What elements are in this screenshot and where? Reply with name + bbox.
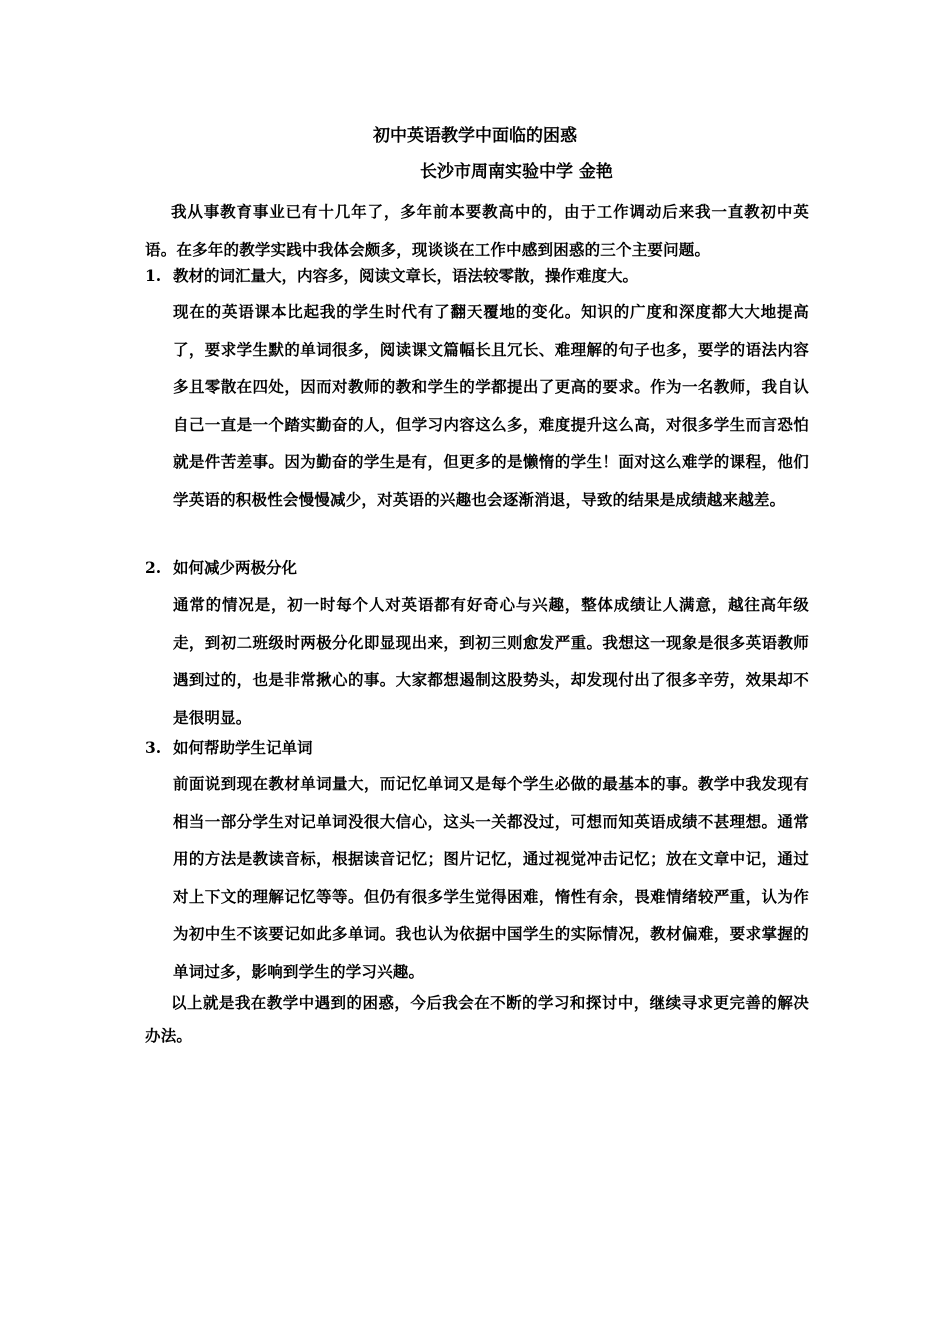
section-heading-2 [145,556,809,580]
section-heading-3 [145,736,809,760]
conclusion-paragraph: 以上就是我在教学中遇到的困惑，今后我会在不断的学习和探讨中，继续寻求更完善的解决办法。 [145,993,809,1045]
section-body-3: 前面说到现在教材单词量大，而记忆单词又是每个学生必做的最基本的事。教学中我发现有相当一部分学生对记单词没很大信心，这头一关都没过，可想而知英语成绩不甚理想。通常用的方法是教读音标，根据读音记忆；图片记忆，通过视觉冲击记忆；放在文章中记，通过对上下文的理解记忆等等。但仍有很多学生觉得困难，惰性有余，畏难情绪较严重，认为作为初中生不该要记如此多单词。我也认为依据中国学生的实际情况，教材偏难，要求掌握的单词过多，影响到学生的学习兴趣。 [173,774,809,981]
document-title: 初中英语教学中面临的困惑 [373,126,577,146]
intro-paragraph: 我从事教育事业已有十几年了，多年前本要教高中的，由于工作调动后来我一直教初中英语。在多年的教学实践中我体会颇多，现谈谈在工作中感到困惑的三个主要问题。 [145,202,809,259]
document-author: 长沙市周南实验中学 金艳 [420,162,613,182]
section-body-2: 通常的情况是，初一时每个人对英语都有好奇心与兴趣，整体成绩让人满意，越往高年级走，到初二班级时两极分化即显现出来，到初三则愈发严重。我想这一现象是很多英语教师遇到过的，也是非常揪心的事。大家都想遏制这股势头，却发现付出了很多辛劳，效果却不是很明显。 [173,595,809,727]
section-heading-text-3: 如何帮助学生记单词 [173,738,313,757]
section-heading-text-2: 如何减少两极分化 [173,558,298,577]
section-heading-1 [145,264,809,288]
section-number-3: 3. [145,738,162,757]
section-body-1: 现在的英语课本比起我的学生时代有了翻天覆地的变化。知识的广度和深度都大大地提高了，要求学生默的单词很多，阅读课文篇幅长且冗长、难理解的句子也多，要学的语法内容多且零散在四处，因而对教师的教和学生的学都提出了更高的要求。作为一名教师，我自认自己一直是一个踏实勤奋的人，但学习内容这么多，难度提升这么高，对很多学生而言恐怕就是件苦差事。因为勤奋的学生是有，但更多的是懒惰的学生！面对这么难学的课程，他们学英语的积极性会慢慢减少，对英语的兴趣也会逐渐消退，导致的结果是成绩越来越差。 [173,302,809,509]
section-number-1: 1. [145,266,162,285]
section-number-2: 2. [145,558,162,577]
section-heading-text-1: 教材的词汇量大，内容多，阅读文章长，语法较零散，操作难度大。 [173,266,639,285]
